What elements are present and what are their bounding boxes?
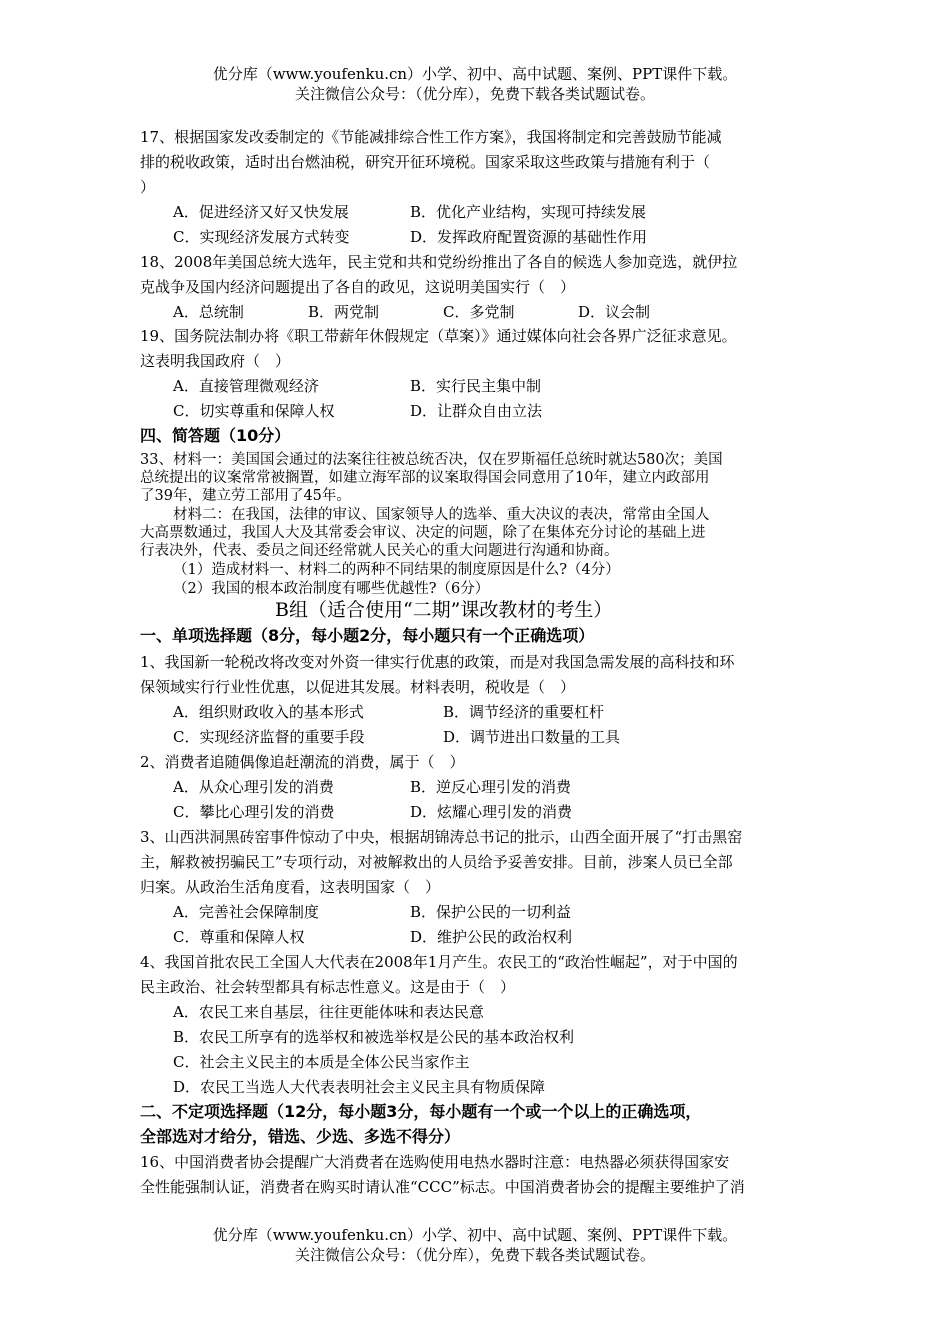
q19-text-1: 19、国务院法制办将《职工带薪年休假规定（草案）》通过媒体向社会各界广泛征求意见。: [140, 327, 737, 345]
b3-option-b: B．保护公民的一切利益: [410, 903, 572, 921]
b3-text-3: 归案。从政治生活角度看，这表明国家（ ）: [140, 878, 441, 896]
q19-text-2: 这表明我国政府（ ）: [140, 352, 291, 370]
header-line-1: 优分库（www.youfenku.cn）小学、初中、高中试题、案例、PPT课件下载。: [212, 65, 738, 83]
b4-option-d: D．农民工当选人大代表表明社会主义民主具有物质保障: [173, 1078, 546, 1096]
group-b-section-1-title: 一、单项选择题（8分，每小题2分，每小题只有一个正确选项）: [140, 626, 595, 645]
footer-line-2: 关注微信公众号：（优分库），免费下载各类试题试卷。: [294, 1246, 655, 1264]
b4-option-c: C．社会主义民主的本质是全体公民当家作主: [173, 1053, 470, 1071]
b3-text-1: 3、山西洪洞黑砖窑事件惊动了中央，根据胡锦涛总书记的批示，山西全面开展了“打击黑窑: [140, 828, 743, 846]
q17-option-b: B．优化产业结构，实现可持续发展: [410, 203, 647, 221]
q33-material2-line-3: 行表决外，代表、委员之间还经常就人民关心的重大问题进行沟通和协商。: [140, 543, 619, 559]
q19-option-b: B．实行民主集中制: [410, 377, 542, 395]
q18-option-a: A．总统制: [173, 303, 244, 321]
q17-option-c: C．实现经济发展方式转变: [173, 228, 350, 246]
b2-option-d: D．炫耀心理引发的消费: [410, 803, 573, 821]
b1-option-c: C．实现经济监督的重要手段: [173, 728, 365, 746]
b2-option-c: C．攀比心理引发的消费: [173, 803, 335, 821]
q33-sub-question-1: （1）造成材料一、材料二的两种不同结果的制度原因是什么?（4分）: [173, 562, 620, 578]
b1-option-d: D．调节进出口数量的工具: [443, 728, 621, 746]
group-b-section-2-title-line-2: 全部选对才给分，错选、少选、多选不得分）: [140, 1127, 461, 1146]
q19-option-c: C．切实尊重和保障人权: [173, 402, 335, 420]
q17-text-2: 排的税收政策，适时出台燃油税，研究开征环境税。国家采取这些政策与措施有利于（: [140, 153, 711, 171]
b4-option-a: A．农民工来自基层，往往更能体味和表达民意: [173, 1003, 484, 1021]
header-line-2: 关注微信公众号：（优分库），免费下载各类试题试卷。: [294, 85, 655, 103]
q17-text-1: 17、根据国家发改委制定的《节能减排综合性工作方案》，我国将制定和完善鼓励节能减: [140, 128, 722, 146]
b4-text-2: 民主政治、社会转型都具有标志性意义。这是由于（ ）: [140, 978, 516, 996]
b16-text-1: 16、中国消费者协会提醒广大消费者在选购使用电热水器时注意：电热器必须获得国家安: [140, 1153, 730, 1171]
b4-text-1: 4、我国首批农民工全国人大代表在2008年1月产生。农民工的“政治性崛起”，对于中国的: [140, 953, 738, 971]
b4-option-b: B．农民工所享有的选举权和被选举权是公民的基本政治权利: [173, 1028, 575, 1046]
q18-option-b: B．两党制: [308, 303, 380, 321]
group-b-section-2-title-line-1: 二、不定项选择题（12分，每小题3分，每小题有一个或一个以上的正确选项，: [140, 1102, 702, 1121]
b2-option-a: A．从众心理引发的消费: [173, 778, 334, 796]
b2-option-b: B．逆反心理引发的消费: [410, 778, 572, 796]
b2-text-1: 2、消费者追随偶像追赶潮流的消费，属于（ ）: [140, 753, 465, 771]
b3-option-d: D．维护公民的政治权利: [410, 928, 573, 946]
q17-text-3: ）: [140, 178, 156, 196]
b3-option-a: A．完善社会保障制度: [173, 903, 319, 921]
q19-option-a: A．直接管理微观经济: [173, 377, 319, 395]
q17-option-a: A．促进经济又好又快发展: [173, 203, 349, 221]
b1-text-2: 保领域实行行业性优惠，以促进其发展。材料表明，税收是（ ）: [140, 678, 576, 696]
q18-text-1: 18、2008年美国总统大选年，民主党和共和党纷纷推出了各自的候选人参加竞选，就伊拉: [140, 253, 738, 271]
q17-option-d: D．发挥政府配置资源的基础性作用: [410, 228, 648, 246]
group-b-title: B组（适合使用“二期”课改教材的考生）: [275, 599, 613, 621]
q33-material2-line-1: 材料二：在我国，法律的审议、国家领导人的选举、重大决议的表决，常常由全国人: [173, 507, 710, 523]
q18-text-2: 克战争及国内经济问题提出了各自的政见，这说明美国实行（ ）: [140, 278, 576, 296]
q33-material1-line-3: 了39年，建立劳工部用了45年。: [140, 488, 351, 504]
section-4-title: 四、简答题（10分）: [140, 426, 291, 445]
q19-option-d: D．让群众自由立法: [410, 402, 543, 420]
q33-material1-line-1: 33、材料一：美国国会通过的法案往往被总统否决，仅在罗斯福任总统时就达580次；美国: [140, 452, 723, 468]
q18-option-d: D．议会制: [578, 303, 651, 321]
q33-material1-line-2: 总统提出的议案常常被搁置，如建立海军部的议案取得国会同意用了10年，建立内政部用: [140, 470, 710, 486]
b16-text-2: 全性能强制认证，消费者在购买时请认准“CCC”标志。中国消费者协会的提醒主要维护了消: [140, 1178, 745, 1196]
b3-text-2: 主，解救被拐骗民工”专项行动，对被解救出的人员给予妥善安排。目前，涉案人员已全部: [140, 853, 733, 871]
q33-sub-question-2: （2）我国的根本政治制度有哪些优越性?（6分）: [173, 581, 490, 597]
b1-text-1: 1、我国新一轮税改将改变对外资一律实行优惠的政策，而是对我国急需发展的高科技和环: [140, 653, 735, 671]
b1-option-a: A．组织财政收入的基本形式: [173, 703, 364, 721]
b3-option-c: C．尊重和保障人权: [173, 928, 305, 946]
b1-option-b: B．调节经济的重要杠杆: [443, 703, 605, 721]
q33-material2-line-2: 大高票数通过，我国人大及其常委会审议、决定的问题，除了在集体充分讨论的基础上进: [140, 525, 706, 541]
footer-line-1: 优分库（www.youfenku.cn）小学、初中、高中试题、案例、PPT课件下载。: [212, 1226, 738, 1244]
q18-option-c: C．多党制: [443, 303, 515, 321]
